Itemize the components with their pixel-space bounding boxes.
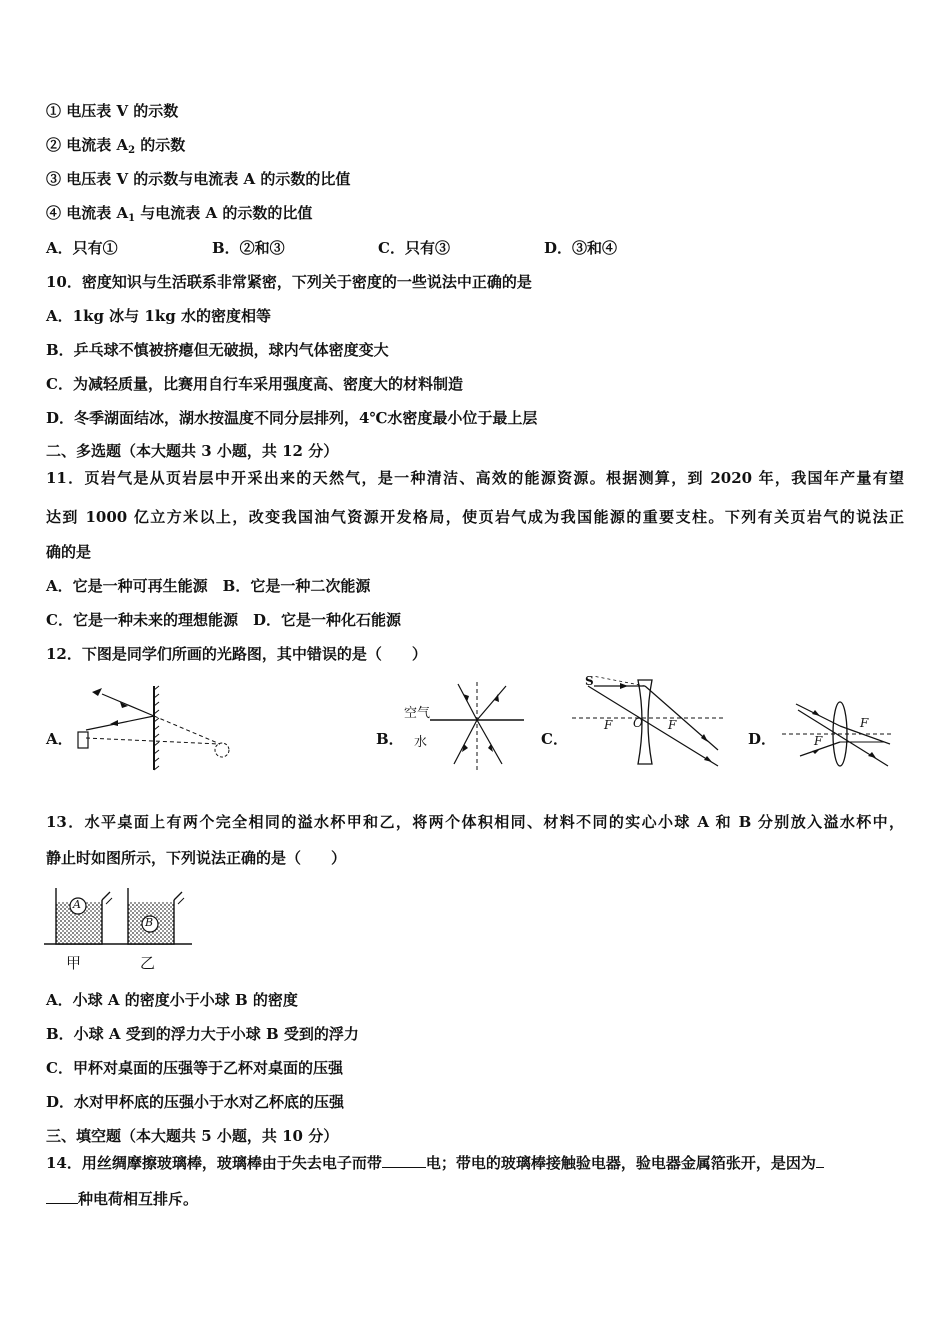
q13-figure [44,884,194,950]
q9-item-4-text: ④ 电流表 A [46,204,129,222]
q12-fig-b-water-label: 水 [414,735,428,750]
q9-item-2 [46,135,185,161]
q9-item-3 [46,169,350,189]
q13-ball-a-label: A [73,898,81,911]
q13-cup-a-label: 甲 [66,954,82,972]
q9-option-b: B．②和③ [212,239,285,257]
q12-label-a: A． [46,730,73,748]
q13-option-c: C．甲杯对桌面的压强等于乙杯对桌面的压强 [46,1059,343,1077]
answer-blank-2-end[interactable] [46,1189,78,1204]
q9-item-4-text-end: 与电流表 A 的示数的比值 [135,204,313,222]
q13-cup-b-label: 乙 [140,954,156,972]
q9-option-d: D．③和④ [544,239,618,257]
q12-figure-a [70,682,235,774]
q13-ball-b-label: B [145,916,154,929]
q13-option-b: B．小球 A 受到的浮力大于小球 B 受到的浮力 [46,1025,359,1043]
q9-item-4 [46,203,312,229]
q9-option-c: C．只有③ [378,239,450,257]
q11-line-2: 达到 1000 亿立方米以上，改变我国油气资源开发格局，使页岩气成为我国能源的重要支柱。下列有关页岩气的说法正 [46,508,904,526]
q12-fig-c-s-label: S [585,674,594,688]
q14-line-1 [46,1153,824,1173]
q9-item-3-text: ③ 电压表 V 的示数与电流表 A 的示数的比值 [46,170,351,188]
q10-option-b: B．乒乓球不慎被挤瘪但无破损，球内气体密度变大 [46,341,389,359]
answer-blank-2-start[interactable] [816,1153,824,1168]
q12-figure-d [780,696,895,772]
q10-option-c: C．为减轻质量，比赛用自行车采用强度高、密度大的材料制造 [46,375,463,393]
q9-item-1-text: ① 电压表 V 的示数 [46,102,179,120]
q9-options [46,238,617,258]
q9-item-2-text: ② 电流表 A [46,136,129,154]
q11-line-1: 11．页岩气是从页岩层中开采出来的天然气，是一种清洁、高效的能源资源。根据测算，到 2020 年，我国年产量有望 [46,469,904,487]
answer-blank-1[interactable] [382,1153,426,1168]
subscript: 1 [128,213,136,224]
q10-option-d: D．冬季湖面结冰，湖水按温度不同分层排列，4℃水密度最小位于最上层 [46,409,538,427]
q9-option-a: A．只有① [46,239,118,257]
q12-label-d: D． [748,730,777,748]
q12-label-c: C． [541,730,568,748]
q14-text-3: 种电荷相互排斥。 [78,1190,199,1208]
q11-line-3: 确的是 [46,543,92,561]
q12-stem: 12．下图是同学们所画的光路图，其中错误的是（ ） [46,645,427,663]
q12-label-b: B． [376,730,404,748]
q10-option-a: A．1kg 冰与 1kg 水的密度相等 [46,307,271,325]
q12-fig-c-f2-label: F [668,718,677,732]
q13-option-d: D．水对甲杯底的压强小于水对乙杯底的压强 [46,1093,345,1111]
q12-fig-d-f1-label: F [814,734,823,748]
q14-text-2: 电；带电的玻璃棒接触验电器，验电器金属箔张开，是因为 [425,1154,816,1172]
q12-fig-b-air-label: 空气 [404,706,431,721]
q12-fig-c-o-label: O [633,716,643,730]
q12-figure-c [568,676,728,770]
q13-line-1: 13．水平桌面上有两个完全相同的溢水杯甲和乙，将两个体积相同、材料不同的实心小球 A 和 B 分别放入溢水杯中， [46,813,904,831]
q11-options-cd: C．它是一种未来的理想能源 D．它是一种化石能源 [46,611,401,629]
q14-line-2 [46,1189,198,1209]
q11-options-ab: A．它是一种可再生能源 B．它是一种二次能源 [46,577,371,595]
q12-fig-d-f2-label: F [860,716,869,730]
q9-item-2-text-end: 的示数 [135,136,186,154]
q14-text-1: 14．用丝绸摩擦玻璃棒，玻璃棒由于失去电子而带 [46,1154,382,1172]
section-heading-2: 二、多选题（本大题共 3 小题，共 12 分） [46,442,339,460]
q10-stem: 10．密度知识与生活联系非常紧密，下列关于密度的一些说法中正确的是 [46,273,532,291]
subscript: 2 [128,145,136,156]
q9-item-1 [46,101,178,121]
section-heading-3: 三、填空题（本大题共 5 小题，共 10 分） [46,1127,339,1145]
q13-option-a: A．小球 A 的密度小于小球 B 的密度 [46,991,298,1009]
q13-line-2: 静止时如图所示，下列说法正确的是（ ） [46,849,347,867]
q12-figure-b [402,680,527,772]
q12-fig-c-f1-label: F [604,718,613,732]
